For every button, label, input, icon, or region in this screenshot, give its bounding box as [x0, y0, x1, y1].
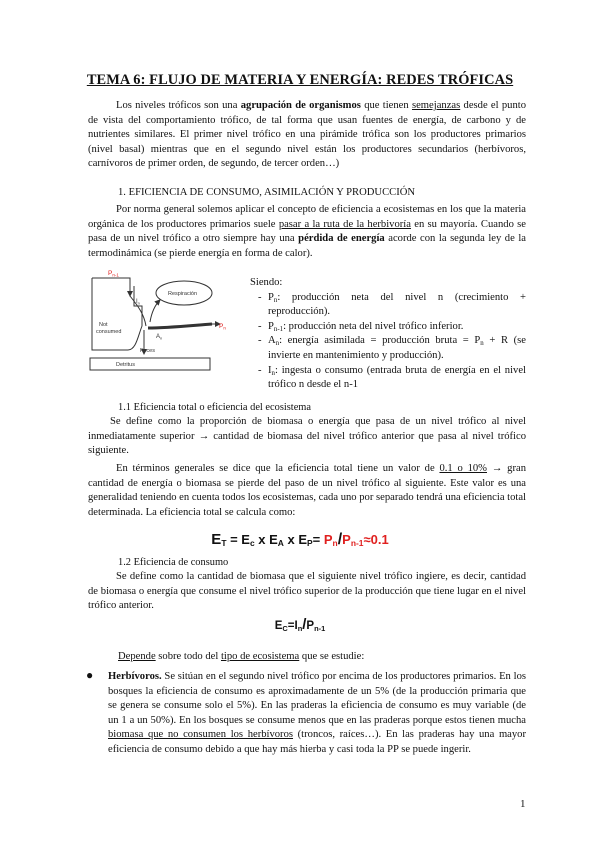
respiracion-label: Respiración — [168, 291, 198, 297]
subsection-1-1-paragraph-1: Se define como la proporción de biomasa o energía que pasa de un nivel trófico al nivel inmediatamente superior → cantidad de biomasa del nivel trófico anterior que pasa al nivel trófico siguiente. — [88, 416, 526, 457]
page-number: 1 — [520, 798, 526, 810]
definitions-list — [250, 276, 526, 393]
bullet-icon: ● — [86, 668, 94, 682]
p-n-1-label: $P_{n-1}$ — [108, 270, 119, 278]
definition-item: - $I_n$: ingesta o consumo (entrada bruta de energía en el nivel trófico n desde el n-1 — [250, 364, 526, 393]
depende-line: Depende sobre todo del tipo de ecosistema que se estudie: — [118, 651, 365, 662]
consumption-efficiency-formula: $E_C=I_n/P_{n-1}$ — [274, 616, 326, 633]
i-n-label: $I_n$ — [136, 299, 140, 306]
subsection-1-1-paragraph-2: En términos generales se dice que la eficiencia total tiene un valor de 0.1 o 10% → gran cantidad de energía o biomasa se pierde del paso de un nivel trófico al siguiente. Este valor es una generalidad teniendo en cuenta todos los ecosistemas, cada uno por separado tendrá una eficiencia total determinada. La eficiencia total se calcula como: — [88, 463, 526, 518]
section-1-paragraph: Por norma general solemos aplicar el concepto de eficiencia a ecosistemas en los que la materia orgánica de los productores primarios suele pasar a la ruta de la herbivoría en su mayoría. Cuando se pasa de un nivel trófico a otro siempre hay una pérdida de energía acorde con la segunda ley de la termodinámica (se pierde energía en forma de calor). — [88, 204, 526, 259]
definition-item: - $A_n$: energía asimilada = producción bruta = $P_n + R$ (se invierte en mantenimiento y producción). — [250, 334, 526, 363]
page-title: TEMA 6: FLUJO DE MATERIA Y ENERGÍA: REDES TRÓFICAS — [86, 72, 514, 88]
section-1-heading: 1. EFICIENCIA DE CONSUMO, ASIMILACIÓN Y PRODUCCIÓN — [118, 187, 416, 198]
a-n-label: $A_n$ — [156, 334, 163, 341]
definition-item: - $P_{n-1}$: producción neta del nivel trófico inferior. — [250, 320, 526, 335]
efficiency-total-formula: $E_T = E_c$ x $E_A$ x $E_P= P_n/P_{n-1}\approx 0.1$ — [211, 531, 389, 548]
energy-flow-diagram — [86, 266, 246, 378]
not-label: Not — [99, 322, 108, 328]
definition-item: - $P_n$: producción neta del nivel n (crecimiento + reproducción). — [250, 291, 526, 320]
intro-paragraph: Los niveles tróficos son una agrupación de organismos que tienen semejanzas desde el punto de vista del comportamiento trófico, de tal forma que usan fuentes de energía, de carbono y de nutrientes similares. El primer nivel trófico en una pirámide trófica son los productores primarios (nivel basal) mientras que en el segundo nivel están los productores secundarios (herbívoros, carnívoros de primer orden, de segundo, de tercer orden…) — [88, 100, 527, 170]
consumed-label: consumed — [96, 329, 122, 335]
p-n-label: $P_n$ — [219, 323, 226, 331]
subsection-1-2-paragraph: Se define como la cantidad de biomasa que el siguiente nivel trófico ingiere, es decir, cantidad de biomasa o energía que consume el nivel trófico superior de la producción que tiene lugar en el nivel trófico anterior. — [88, 571, 526, 612]
feces-label: Feces — [140, 348, 155, 354]
subsection-1-2-heading: 1.2 Eficiencia de consumo — [118, 557, 229, 568]
detritus-label: Detritus — [116, 362, 135, 368]
herbivoros-paragraph: Herbívoros. Se sitúan en el segundo nivel trófico por encima de los productores primarios. En los bosques la eficiencia de consumo es aproximadamente de un 5% (de la producción primaria que se genera se consume solo el 5%). En las praderas la eficiencia de consumo es muy variable (de un 1 a un 50%). En los bosques se consume menos que en las praderas porque estos tienen mucha biomasa que no consumen los herbívoros (troncos, raíces…). En las praderas hay una mayor eficiencia de consumo debido a que hay más hierba y casi toda la PP se puede ingerir. — [108, 671, 527, 755]
subsection-1-1-heading: 1.1 Eficiencia total o eficiencia del ecosistema — [118, 402, 312, 413]
siendo-label: Siendo: — [250, 277, 283, 288]
